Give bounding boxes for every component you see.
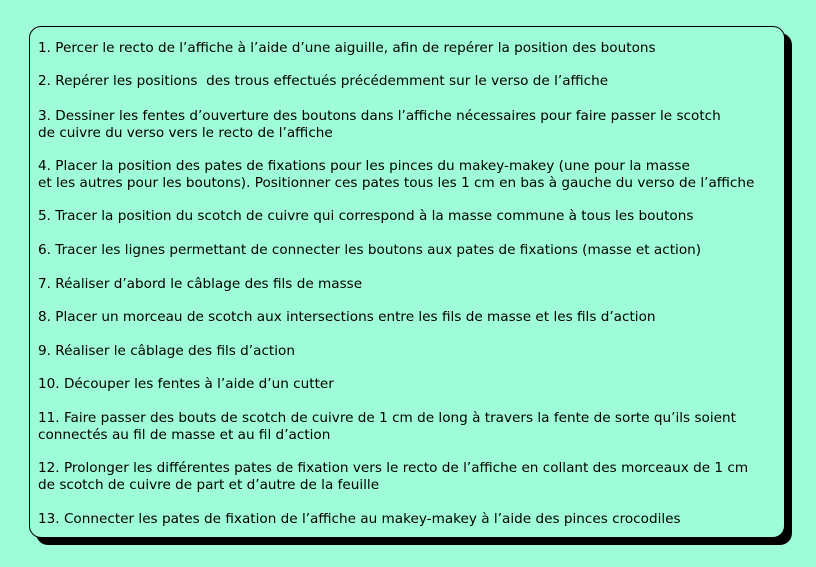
instruction-step-13: 13. Connecter les pates de fixation de l’affiche au makey-makey à l’aide des pinces crocodiles	[38, 511, 681, 527]
instruction-step-2: 2. Repérer les positions des trous effectués précédemment sur le verso de l’affiche	[38, 73, 609, 89]
instruction-step-11: 11. Faire passer des bouts de scotch de cuivre de 1 cm de long à travers la fente de sorte qu’ils soient connectés au fil de masse et au fil d’action	[38, 410, 736, 443]
instruction-step-9: 9. Réaliser le câblage des fils d’action	[38, 343, 295, 359]
instruction-step-10: 10. Découper les fentes à l’aide d’un cutter	[38, 376, 334, 392]
instruction-step-8: 8. Placer un morceau de scotch aux intersections entre les fils de masse et les fils d’action	[38, 309, 656, 325]
instruction-step-1: 1. Percer le recto de l’affiche à l’aide d’une aiguille, afin de repérer la position des boutons	[38, 40, 656, 56]
instruction-step-4: 4. Placer la position des pates de fixations pour les pinces du makey-makey (une pour la masse et les autres pour les boutons). Positionner ces pates tous les 1 cm en bas à gauche du verso de l’affiche	[38, 158, 755, 191]
instruction-step-12: 12. Prolonger les différentes pates de fixation vers le recto de l’affiche en collant des morceaux de 1 cm de scotch de cuivre de part et d’autre de la feuille	[38, 460, 749, 493]
instruction-step-6: 6. Tracer les lignes permettant de connecter les boutons aux pates de fixations (masse et action)	[38, 242, 702, 258]
instruction-step-5: 5. Tracer la position du scotch de cuivre qui correspond à la masse commune à tous les boutons	[38, 208, 694, 224]
instruction-step-7: 7. Réaliser d’abord le câblage des fils de masse	[38, 276, 363, 292]
instruction-step-3: 3. Dessiner les fentes d’ouverture des boutons dans l’affiche nécessaires pour faire passer le scotch de cuivre du verso vers le recto de l’affiche	[38, 108, 721, 141]
instructions-card	[29, 26, 785, 538]
